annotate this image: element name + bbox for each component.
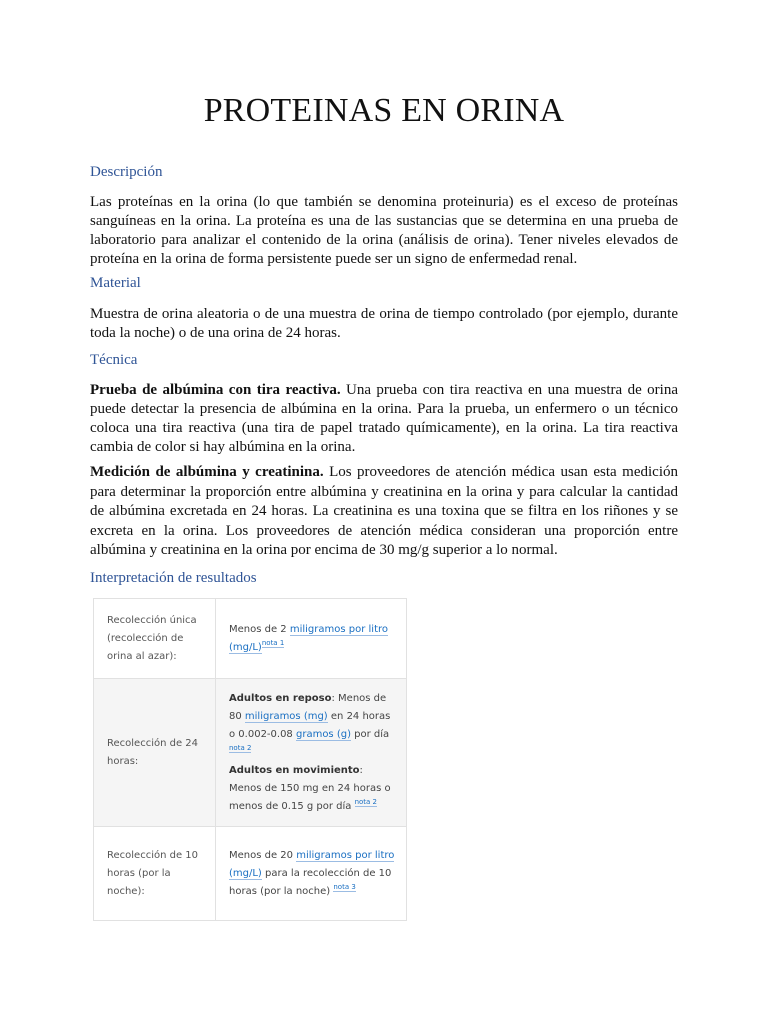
table-row [94,599,407,679]
link-g[interactable]: gramos (g) [295,728,351,740]
heading-interpretacion: Interpretación de resultados [90,570,257,586]
note-link[interactable]: nota 2 [229,744,252,753]
bold-movimiento: Adultos en movimiento [229,764,360,776]
link-mg-l[interactable]: miligramos por litro (mg/L) [229,849,395,879]
paragraph-tira-reactiva [90,381,678,457]
row-value [216,599,407,679]
heading-tecnica: Técnica [90,352,138,368]
row-label: Recolección de 10 horas (por la noche): [94,827,216,921]
paragraph-tira-text: Una prueba con tira reactiva en una muestra de orina puede detectar la presencia de albúmina en la orina. Para la prueba, un enfermero o un técnico coloca una tira reactiva (una tira de papel tratado químicamente), en la orina. La tira reactiva cambia de color si hay albúmina en la orina. [90,382,678,455]
bold-lead-creatinina: Medición de albúmina y creatinina. [90,464,324,480]
results-table [93,598,407,921]
paragraph-material: Muestra de orina aleatoria o de una muestra de orina de tiempo controlado (por ejemplo, durante toda la noche) o de una orina de 24 horas. [90,306,678,341]
table-row [94,827,407,921]
bold-reposo: Adultos en reposo [229,692,332,704]
link-mg[interactable]: miligramos (mg) [244,710,328,722]
document-title: PROTEINAS EN ORINA [203,92,565,129]
value-text: : Menos de 80 [229,692,387,722]
note-link[interactable]: nota 2 [354,798,378,807]
link-mg-l[interactable]: miligramos por litro (mg/L) [229,623,389,653]
paragraph-creatinina-text: Los proveedores de atención médica usan esta medición para determinar la proporción entre albúmina y creatinina en la orina y para calcular la cantidad de albúmina excretada en 24 horas. La creatinina es una toxina que se filtra en los riñones y se excreta en la orina. Los proveedores de atención médica consideran una proporción entre albúmina y creatinina en la orina por encima de 30 mg/g superior a lo normal. [90,464,678,558]
paragraph-descripcion: Las proteínas en la orina (lo que también se denomina proteinuria) es el exceso de proteínas sanguíneas en la orina. La proteína es una de las sustancias que se determina en una prueba de laboratorio para analizar el contenido de la orina (análisis de orina). Tener niveles elevados de proteína en la orina de forma persistente puede ser un signo de enfermedad renal. [90,194,678,267]
value-text: Menos de 20 [229,849,297,861]
paragraph-creatinina [90,463,678,561]
row-label: Recolección de 24 horas: [94,679,216,827]
value-text: para la recolección de 10 horas (por la noche) [229,867,392,897]
value-text: : Menos de 150 mg en 24 horas o menos de 0.15 g por día [229,764,391,812]
value-text: Menos de 2 [229,623,290,635]
bold-lead-tira: Prueba de albúmina con tira reactiva. [90,382,341,398]
row-value [216,827,407,921]
value-text: en 24 horas o 0.002-0.08 [229,710,391,740]
note-link[interactable]: nota 1 [261,639,285,648]
heading-material: Material [90,275,141,291]
row-value [216,679,407,827]
row-label: Recolección única (recolección de orina al azar): [94,599,216,679]
note-link[interactable]: nota 3 [333,883,356,892]
heading-descripcion: Descripción [90,164,163,180]
table-row [94,679,407,827]
value-text: por día [350,728,390,740]
